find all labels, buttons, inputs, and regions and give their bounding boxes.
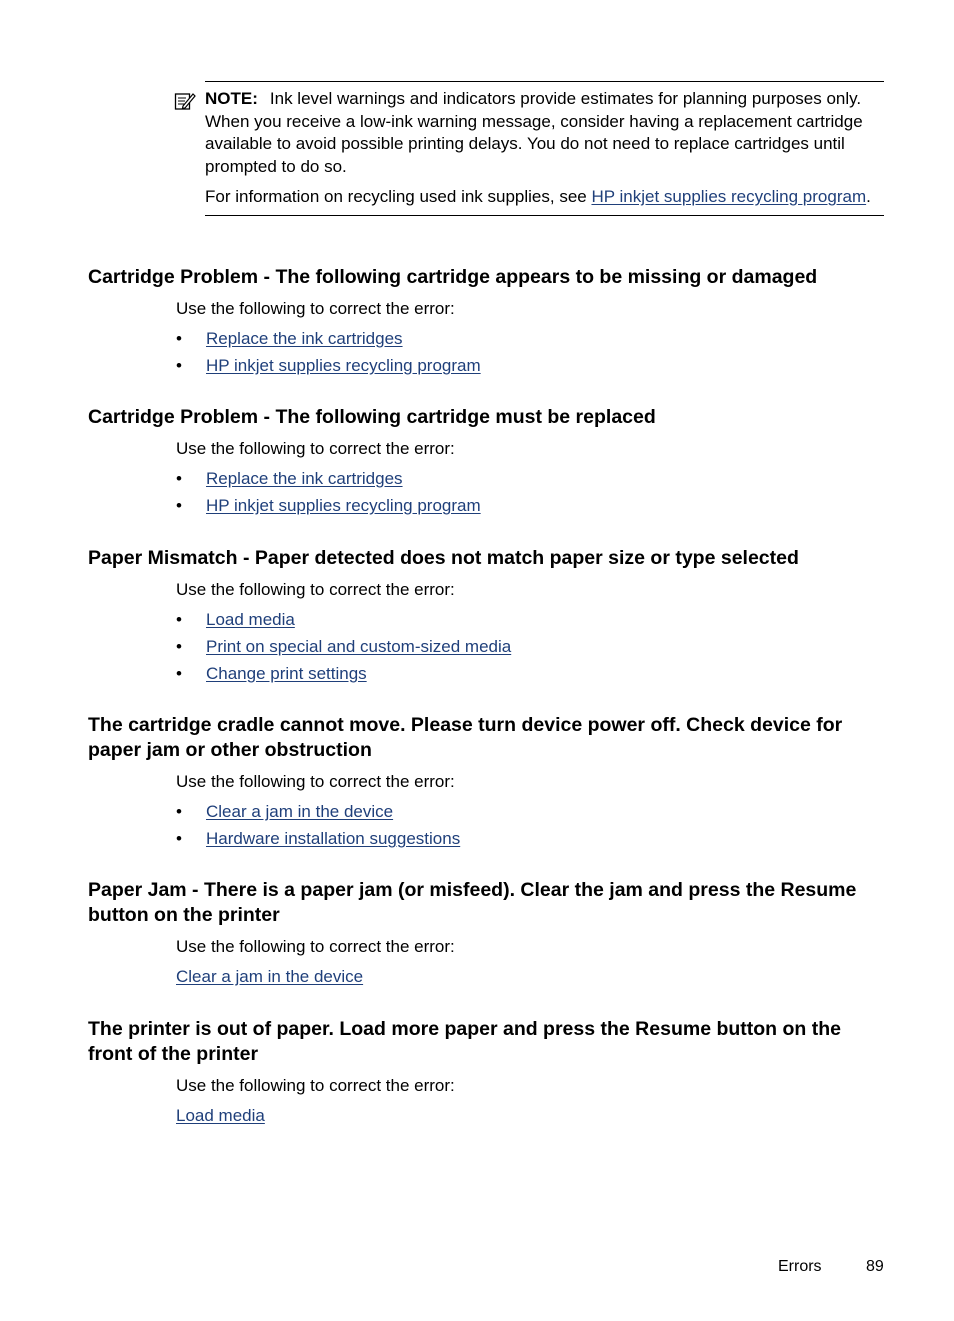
section-heading: The printer is out of paper. Load more paper and press the Resume button on the front of the printer <box>88 1018 842 1065</box>
section-intro: Use the following to correct the error: <box>176 772 455 791</box>
bullet: • <box>176 802 182 821</box>
list-item <box>176 828 888 850</box>
list-item <box>176 609 888 631</box>
load-media-link[interactable]: Load media <box>176 1106 265 1125</box>
section-cartridge-replace <box>88 405 888 522</box>
section-heading: Cartridge Problem - The following cartridge must be replaced <box>88 406 656 428</box>
clear-jam-link[interactable]: Clear a jam in the device <box>176 967 364 986</box>
section-heading: Paper Jam - There is a paper jam (or misfeed). Clear the jam and press the Resume button on the printer <box>88 879 857 926</box>
clear-jam-link[interactable]: Clear a jam in the device <box>206 802 394 821</box>
list-item <box>176 663 888 685</box>
note-icon <box>174 91 196 111</box>
bullet: • <box>176 829 182 848</box>
bullet: • <box>176 356 182 375</box>
change-print-settings-link[interactable]: Change print settings <box>206 664 367 683</box>
list-item <box>176 801 888 823</box>
section-heading: Paper Mismatch - Paper detected does not match paper size or type selected <box>88 547 799 569</box>
section-cartridge-missing <box>88 265 888 382</box>
recycling-program-link[interactable]: HP inkjet supplies recycling program <box>591 187 867 206</box>
page-number: 89 <box>866 1258 884 1275</box>
note-text: Ink level warnings and indicators provide estimates for planning purposes only. When you receive a low-ink warning message, consider having a replacement cartridge available to avoid possible printing delays. You do not need to replace cartridges until prompted to do so. <box>205 89 863 176</box>
bullet: • <box>176 496 182 515</box>
bullet: • <box>176 469 182 488</box>
note-recycle-paragraph <box>205 186 884 209</box>
single-link-row <box>176 966 888 988</box>
section-cradle-cannot-move <box>88 713 888 855</box>
section-heading: The cartridge cradle cannot move. Please turn device power off. Check device for paper jam or other obstruction <box>88 714 843 761</box>
replace-ink-cartridges-link[interactable]: Replace the ink cartridges <box>206 469 403 488</box>
bullet: • <box>176 637 182 656</box>
bullet: • <box>176 329 182 348</box>
section-out-of-paper <box>88 1017 888 1127</box>
load-media-link[interactable]: Load media <box>206 610 295 629</box>
link-list <box>176 468 888 517</box>
list-item <box>176 636 888 658</box>
section-intro: Use the following to correct the error: <box>176 1076 455 1095</box>
note-recycle-suffix: . <box>866 187 871 206</box>
footer-section-name: Errors <box>778 1258 822 1275</box>
link-list <box>176 801 888 850</box>
bullet: • <box>176 610 182 629</box>
section-intro: Use the following to correct the error: <box>176 299 455 318</box>
note-label: NOTE: <box>205 89 258 108</box>
replace-ink-cartridges-link[interactable]: Replace the ink cartridges <box>206 329 403 348</box>
note-box <box>205 81 884 216</box>
list-item <box>176 468 888 490</box>
link-list <box>176 328 888 377</box>
list-item <box>176 328 888 350</box>
section-heading: Cartridge Problem - The following cartridge appears to be missing or damaged <box>88 266 818 288</box>
single-link-row <box>176 1105 888 1127</box>
note-paragraph <box>205 88 884 178</box>
recycling-program-link[interactable]: HP inkjet supplies recycling program <box>206 496 481 515</box>
section-intro: Use the following to correct the error: <box>176 580 455 599</box>
list-item <box>176 355 888 377</box>
list-item <box>176 495 888 517</box>
section-paper-jam <box>88 878 888 988</box>
section-paper-mismatch <box>88 546 888 690</box>
hardware-installation-link[interactable]: Hardware installation suggestions <box>206 829 461 848</box>
bullet: • <box>176 664 182 683</box>
recycling-program-link[interactable]: HP inkjet supplies recycling program <box>206 356 481 375</box>
link-list <box>176 609 888 685</box>
note-recycle-prefix: For information on recycling used ink supplies, see <box>205 187 592 206</box>
section-intro: Use the following to correct the error: <box>176 937 455 956</box>
section-intro: Use the following to correct the error: <box>176 439 455 458</box>
special-media-link[interactable]: Print on special and custom-sized media <box>206 637 512 656</box>
